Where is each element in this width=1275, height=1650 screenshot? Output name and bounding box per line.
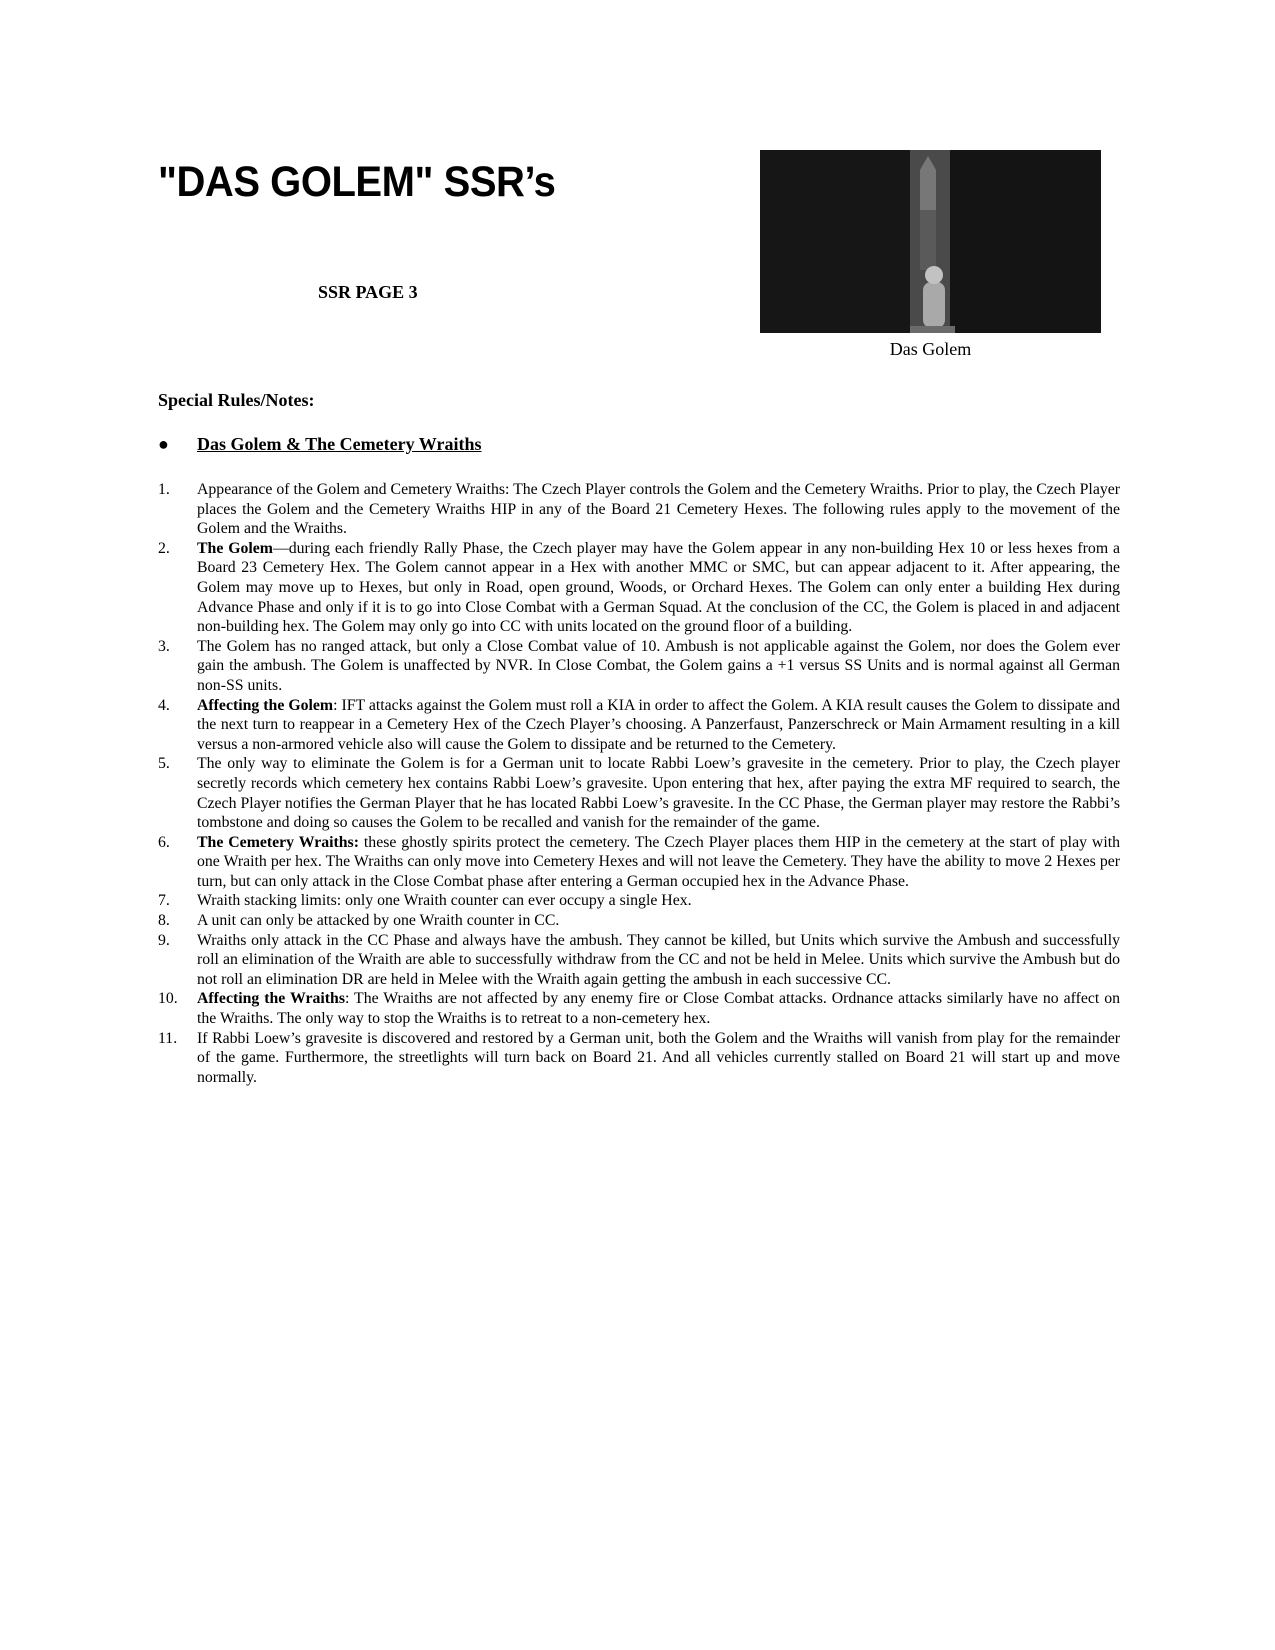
rule-item (158, 989, 1120, 1028)
rule-item (158, 696, 1120, 755)
rule-number: 10. (158, 990, 178, 1008)
rule-text: Wraith stacking limits: only one Wraith counter can ever occupy a single Hex. (197, 892, 692, 910)
rule-lead: Affecting the Golem (197, 696, 334, 714)
rule-item (158, 833, 1120, 892)
rule-lead: The Cemetery Wraiths: (197, 833, 359, 851)
rule-item (158, 891, 1120, 911)
rule-text: If Rabbi Loew’s gravesite is discovered and restored by a German unit, both the Golem and the Wraiths will vanish from play for the remainder of the game. Furthermore, the streetlights will turn back on Board 21. And all vehicles currently stalled on Board 21 will start up and move normally. (197, 1029, 1120, 1086)
rule-item (158, 480, 1120, 539)
rule-text: The only way to eliminate the Golem is for a German unit to locate Rabbi Loew’s gravesite in the cemetery. Prior to play, the Czech player secretly records which cemetery hex contains Rabbi Loew’s gravesite. Upon entering that hex, after paying the extra MF required to search, the Czech Player notifies the German Player that he has located Rabbi Loew’s gravesite. In the CC Phase, the German player may restore the Rabbi’s tombstone and doing so causes the Golem to be recalled and vanish for the remainder of the game. (197, 755, 1120, 832)
rule-number: 9. (158, 931, 170, 949)
rule-text: Appearance of the Golem and Cemetery Wraiths: The Czech Player controls the Golem and the Cemetery Wraiths. Prior to play, the Czech Player places the Golem and the Cemetery Wraiths HIP in any of the Board 21 Cemetery Hexes. The following rules apply to the movement of the Golem and the Wraiths. (197, 481, 1120, 538)
rule-item (158, 754, 1120, 832)
notes-heading: Special Rules/Notes: (158, 390, 315, 410)
section-title: Das Golem & The Cemetery Wraiths (197, 434, 482, 454)
rule-number: 7. (158, 892, 170, 910)
golem-photo (760, 150, 1101, 333)
rule-number: 5. (158, 755, 170, 773)
golem-photo-illustration (760, 150, 1101, 333)
rule-lead: The Golem (197, 539, 273, 557)
rule-text: A unit can only be attacked by one Wraith counter in CC. (197, 912, 560, 930)
rule-item (158, 911, 1120, 931)
rule-number: 1. (158, 481, 170, 498)
rule-lead: Affecting the Wraiths (197, 990, 345, 1008)
bullet-icon: ● (158, 434, 169, 454)
rule-text: : IFT attacks against the Golem must roll a KIA in order to affect the Golem. A KIA result causes the Golem to dissipate and the next turn to reappear in a Cemetery Hex of the Czech Player’s choosing. A Panzerfaust, Panzerschreck or Main Armament resulting in a kill versus a non-armored vehicle also will cause the Golem to dissipate and be returned to the Cemetery. (197, 696, 1120, 753)
rule-item (158, 539, 1120, 637)
rule-text: these ghostly spirits protect the cemetery. The Czech Player places them HIP in the cemetery at the start of play with one Wraith per hex. The Wraiths can only move into Cemetery Hexes and will not leave the Cemetery. They have the ability to move 2 Hexes per turn, but can only attack in the Close Combat phase after entering a German occupied hex in the Advance Phase. (197, 833, 1121, 890)
rule-number: 6. (158, 833, 170, 851)
rule-number: 11. (158, 1029, 178, 1047)
rule-text: Wraiths only attack in the CC Phase and always have the ambush. They cannot be killed, but Units which survive the Ambush and successfully roll an elimination of the Wraith are able to successfully withdraw from the CC and not be held in Melee. Units which survive the Ambush but do not roll an elimination DR are held in Melee with the Wraith again getting the ambush in each successive CC. (197, 931, 1120, 988)
page-title: "DAS GOLEM" SSR’s (158, 158, 556, 206)
rule-number: 3. (158, 637, 170, 655)
rule-text: The Golem has no ranged attack, but only a Close Combat value of 10. Ambush is not applicable against the Golem, nor does the Golem ever gain the ambush. The Golem is unaffected by NVR. In Close Combat, the Golem gains a +1 versus SS Units and is normal against all German non-SS units. (197, 637, 1120, 694)
rule-number: 4. (158, 696, 170, 714)
rule-text: —during each friendly Rally Phase, the Czech player may have the Golem appear in any non-building Hex 10 or less hexes from a Board 23 Cemetery Hex. The Golem cannot appear in a Hex with another MMC or SMC, but can appear adjacent to it. After appearing, the Golem may move up to Hexes, but only in Road, open ground, Woods, or Orchard Hexes. The Golem can only enter a building Hex during Advance Phase and only if it is to go into Close Combat with a German Squad. At the conclusion of the CC, the Golem is placed in and adjacent non-building hex. The Golem may only go into CC with units located on the ground floor of a building. (197, 539, 1120, 636)
rule-number: 2. (158, 539, 170, 557)
photo-caption: Das Golem (889, 339, 972, 359)
rule-item (158, 1029, 1120, 1088)
rules-list (158, 480, 1120, 1087)
page-subtitle: SSR PAGE 3 (318, 282, 418, 302)
rule-item (158, 931, 1120, 990)
rule-number: 8. (158, 912, 170, 930)
rule-text: : The Wraiths are not affected by any enemy fire or Close Combat attacks. Ordnance attacks similarly have no affect on the Wraiths. The only way to stop the Wraiths is to retreat to a non-cemetery hex. (197, 990, 1120, 1028)
rule-item (158, 637, 1120, 696)
